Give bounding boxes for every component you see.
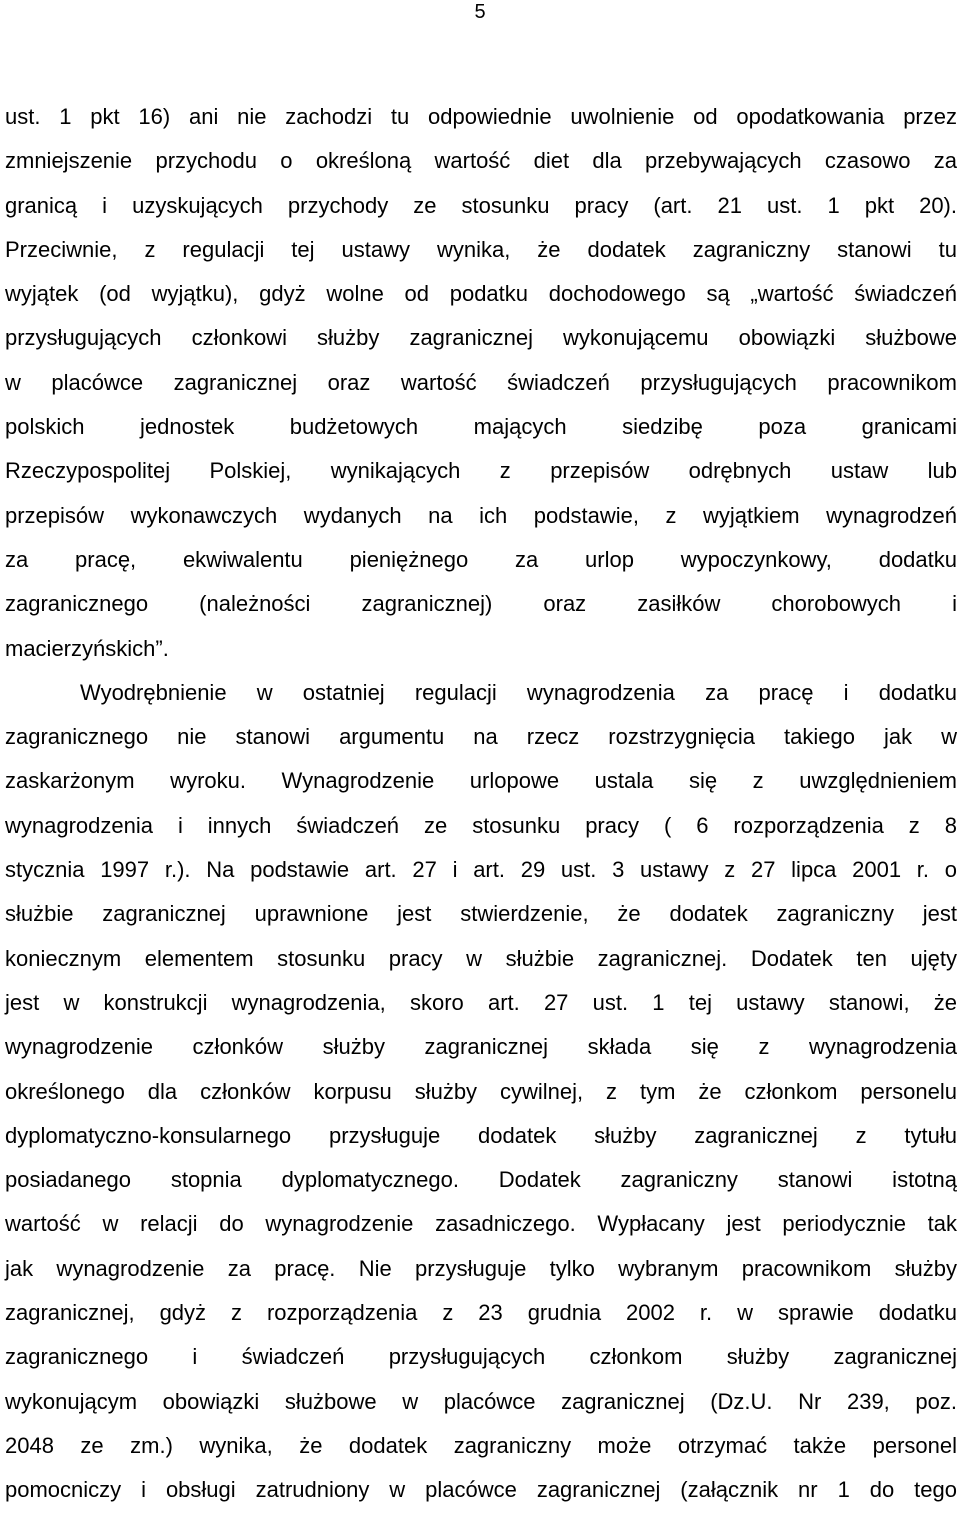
text-line: zagranicznego nie stanowi argumentu na rzecz rozstrzygnięcia takiego jak w xyxy=(5,724,957,750)
text-line: zagranicznego i świadczeń przysługujących członkom służby zagranicznej xyxy=(5,1344,957,1370)
text-line: posiadanego stopnia dyplomatycznego. Dodatek zagraniczny stanowi istotną xyxy=(5,1167,957,1193)
text-line: dyplomatyczno-konsularnego przysługuje dodatek służby zagranicznej z tytułu xyxy=(5,1122,957,1148)
text-line: w placówce zagranicznej oraz wartość świadczeń przysługujących pracownikom xyxy=(5,369,957,395)
text-line: jest w konstrukcji wynagrodzenia, skoro art. 27 ust. 1 tej ustawy stanowi, że xyxy=(5,989,957,1015)
text-line: 2048 ze zm.) wynika, że dodatek zagraniczny może otrzymać także personel xyxy=(5,1432,957,1458)
text-line: przepisów wykonawczych wydanych na ich podstawie, z wyjątkiem wynagrodzeń xyxy=(5,502,957,528)
text-line: określonego dla członków korpusu służby cywilnej, z tym że członkom personelu xyxy=(5,1078,957,1104)
page-number: 5 xyxy=(474,1,486,23)
text-line: zmniejszenie przychodu o określoną wartość diet dla przebywających czasowo za xyxy=(5,148,957,174)
text-line: wykonującym obowiązki służbowe w placówce zagranicznej (Dz.U. Nr 239, poz. xyxy=(5,1388,957,1414)
text-line: zaskarżonym wyroku. Wynagrodzenie urlopowe ustala się z uwzględnieniem xyxy=(5,768,957,794)
text-line: ust. 1 pkt 16) ani nie zachodzi tu odpowiednie uwolnienie od opodatkowania przez xyxy=(5,104,957,129)
text-line: Rzeczypospolitej Polskiej, wynikających z przepisów odrębnych ustaw lub xyxy=(5,458,957,484)
text-line: pomocniczy i obsługi zatrudniony w placówce zagranicznej (załącznik nr 1 do tego xyxy=(5,1477,957,1503)
text-line: wyjątek (od wyjątku), gdyż wolne od podatku dochodowego są „wartość świadczeń xyxy=(5,281,957,307)
text-line: wynagrodzenie członków służby zagranicznej składa się z wynagrodzenia xyxy=(5,1034,957,1060)
text-line: przysługujących członkowi służby zagranicznej wykonującemu obowiązki służbowe xyxy=(5,325,957,351)
text-line: macierzyńskich”. xyxy=(5,635,169,661)
text-line: zagranicznego (należności zagranicznej) oraz zasiłków chorobowych i xyxy=(5,591,957,617)
paragraph-2 xyxy=(5,671,957,1513)
text-line: jak wynagrodzenie za pracę. Nie przysługuje tylko wybranym pracownikom służby xyxy=(5,1255,957,1281)
text-line: koniecznym elementem stosunku pracy w służbie zagranicznej. Dodatek ten ujęty xyxy=(5,945,957,971)
text-line: wynagrodzenia i innych świadczeń ze stosunku pracy ( 6 rozporządzenia z 8 xyxy=(5,812,957,838)
text-line: służbie zagranicznej uprawnione jest stwierdzenie, że dodatek zagraniczny jest xyxy=(5,901,957,927)
text-line: granicą i uzyskujących przychody ze stosunku pracy (art. 21 ust. 1 pkt 20). xyxy=(5,192,957,218)
document-body xyxy=(5,95,957,1513)
paragraph-1 xyxy=(5,95,957,671)
text-line: Przeciwnie, z regulacji tej ustawy wynika, że dodatek zagraniczny stanowi tu xyxy=(5,236,957,262)
text-line: stycznia 1997 r.). Na podstawie art. 27 i art. 29 ust. 3 ustawy z 27 lipca 2001 r. o xyxy=(5,857,957,883)
text-line: Wyodrębnienie w ostatniej regulacji wynagrodzenia za pracę i dodatku xyxy=(80,679,957,705)
text-line: polskich jednostek budżetowych mających siedzibę poza granicami xyxy=(5,414,957,440)
text-line: zagranicznej, gdyż z rozporządzenia z 23 grudnia 2002 r. w sprawie dodatku xyxy=(5,1300,957,1326)
text-line: wartość w relacji do wynagrodzenie zasadniczego. Wypłacany jest periodycznie tak xyxy=(5,1211,957,1237)
text-line: za pracę, ekwiwalentu pieniężnego za urlop wypoczynkowy, dodatku xyxy=(5,546,957,572)
